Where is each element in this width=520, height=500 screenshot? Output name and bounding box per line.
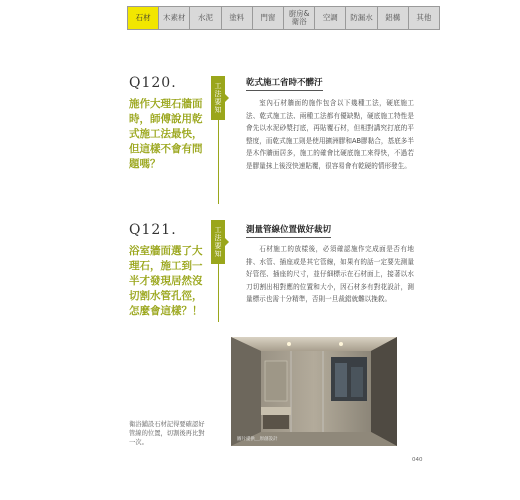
tab-4[interactable]: 門窗 <box>252 6 284 30</box>
tab-7[interactable]: 防漏水 <box>345 6 377 30</box>
tip-badge-120: 工法要知 <box>211 76 225 120</box>
photo-side-caption: 衛浴鋪設石材記得要確認好管線的位置，切割後再比對一次。 <box>129 421 205 446</box>
question-number-121: Q121. <box>129 222 177 238</box>
tab-0[interactable]: 石材 <box>127 6 159 30</box>
answer-body-120: 室內石材牆面的施作包含以下幾種工法，硬底施工法、乾式施工法、兩種工法都有優缺點，硬底施工特性是會先以水泥砂漿打底，再貼覆石材，但相對講究打底的平整度，而乾式施工則是使用擴洲膠和AB膠黏合，基底多半是木作牆面居多，施工的確會比硬底施工來得快，不過若是膠量抹上後沒快速貼覆，很容易會有乾硬的情形發生。 <box>246 99 414 170</box>
question-number-120: Q120. <box>129 75 177 91</box>
tip-badge-121: 工法要知 <box>211 220 225 264</box>
answer-title-121: 測量管線位置做好裁切 <box>246 223 331 238</box>
tab-8[interactable]: 鋁構 <box>377 6 409 30</box>
tab-9[interactable]: 其他 <box>408 6 440 30</box>
photo-credit: 圖片提供＿原創設計 <box>237 437 278 442</box>
tab-5[interactable]: 廚房& 衛浴 <box>283 6 315 30</box>
tab-3[interactable]: 塗料 <box>221 6 253 30</box>
answer-title-120: 乾式施工省時不髒汙 <box>246 76 323 91</box>
question-text-120: 施作大理石牆面時，師傅說用乾式施工法最快，但這樣不會有問題嗎？ <box>129 98 203 170</box>
category-tabs <box>128 6 440 30</box>
tab-2[interactable]: 水泥 <box>189 6 221 30</box>
answer-body-121: 石材施工的放樣後，必須確認施作完成面是否有地排、水管、插座或是其它管線，如果有的話一定要先測量好管徑、插座的尺寸，並仔細標示在石材面上，接著以水刀切割出相對應的位置和大小，因石材多有對花設計，測量標示也需十分精準，否則一旦裁錯就難以挽救。 <box>246 245 414 304</box>
question-text-121: 浴室牆面選了大理石，施工到一半才發現居然沒切割水管孔徑，怎麼會這樣？！ <box>129 245 203 317</box>
bathroom-photo <box>231 337 397 446</box>
bathroom-illustration <box>231 337 397 446</box>
tab-6[interactable]: 空調 <box>314 6 346 30</box>
page-number: 040 <box>412 457 423 463</box>
tab-1[interactable]: 木素材 <box>158 6 190 30</box>
